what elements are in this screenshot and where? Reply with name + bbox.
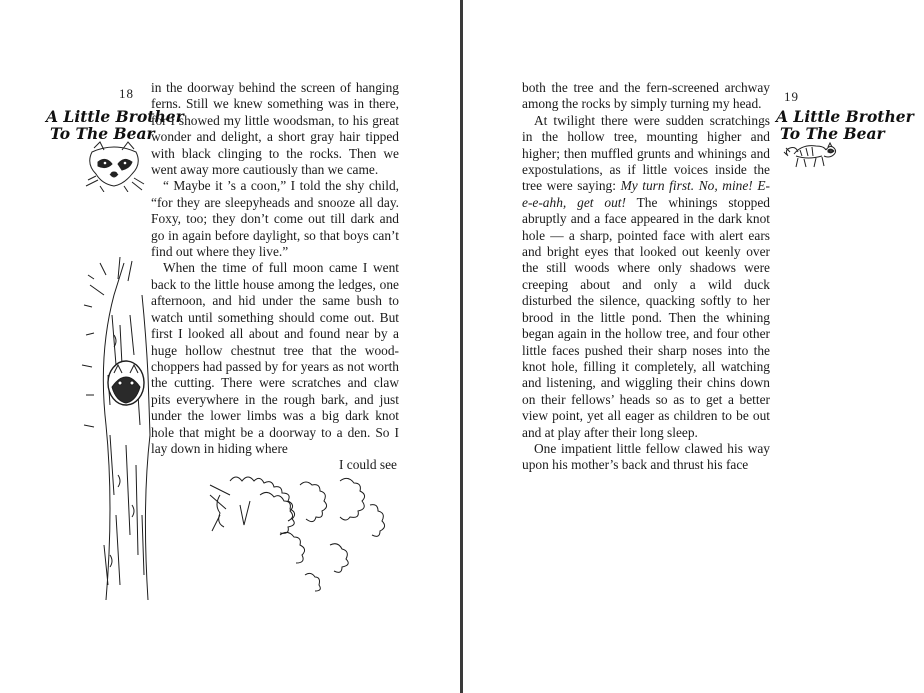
paragraph: One impatient little fellow clawed his way upon his mother’s back and thrust his face (522, 440, 770, 473)
final-line: I could see (338, 457, 397, 473)
running-head-line2: To The Bear (780, 124, 885, 143)
paragraph (522, 113, 770, 441)
paragraph-text: The whinings stopped abruptly and a face appeared in the dark knot hole — a sharp, pointed face with alert ears and bright eyes that looked out keenly over the still woods where only shadows were creeping about and only a wild duck disturbed the silence, quacking softly to her brood in the little pond. Then the whining began again in the hollow tree, and four other little faces pushed their sharp noses into the knot hole, filling it completely, all watching and listening, and wiggling their chins down on their fellows’ heads so as to get a better view point, yet all eager as children to be out and at play after their long sleep. (522, 194, 770, 440)
page-number-right: 19 (784, 89, 799, 104)
right-page (464, 0, 924, 693)
paragraph: both the tree and the fern-screened archway among the rocks by simply turning my head. (522, 80, 770, 112)
running-head-line1: A Little Brother (776, 107, 914, 126)
italic-speech: My turn first. No, mine! E-e-e-ahh, get out! (522, 178, 770, 210)
raccoon-face-icon (84, 140, 146, 192)
paragraph: “ Maybe it ’s a coon,” I told the shy child, “for they are sleepyheads and snooze all day. Foxy, too; they don’t come out till dark and go in again before daylight, so that boys can’t find out where they live.” (151, 178, 399, 260)
paragraph: in the doorway behind the screen of hanging ferns. Still we knew something was in there, for I showed my little woodsman, to his great wonder and delight, a short gray hair tipped with black clinging to the rocks. Then we went away more cautiously than we came. (151, 80, 399, 178)
gutter-divider (460, 0, 463, 693)
page-number-left: 18 (119, 86, 134, 101)
left-page (0, 0, 460, 693)
paragraph-text: At twilight there were sudden scratchings in the hollow tree, mounting higher and higher; then muffled grunts and whinings and expostulations, as if little voices inside the tree were saying: (522, 112, 770, 194)
left-page-text (151, 80, 399, 474)
running-head-line1: A Little Brother (46, 107, 184, 126)
raccoon-walking-icon (782, 140, 838, 170)
paragraph: When the time of full moon came I went back to the little house among the ledges, one afternoon, and hid under the same bush to watch until something should come out. But first I looked all about and found near by a huge hollow chestnut tree that the wood-choppers had passed by for years as not worth the cutting. There were scratches and claw pits everywhere in the rough bark, and just under the lower limbs was a big dark knot hole that might be a doorway to a den. So I lay down in hiding where (151, 260, 399, 456)
running-head-right (776, 108, 914, 142)
running-head-line2: To The Bear (50, 124, 155, 143)
right-page-text (522, 80, 770, 474)
